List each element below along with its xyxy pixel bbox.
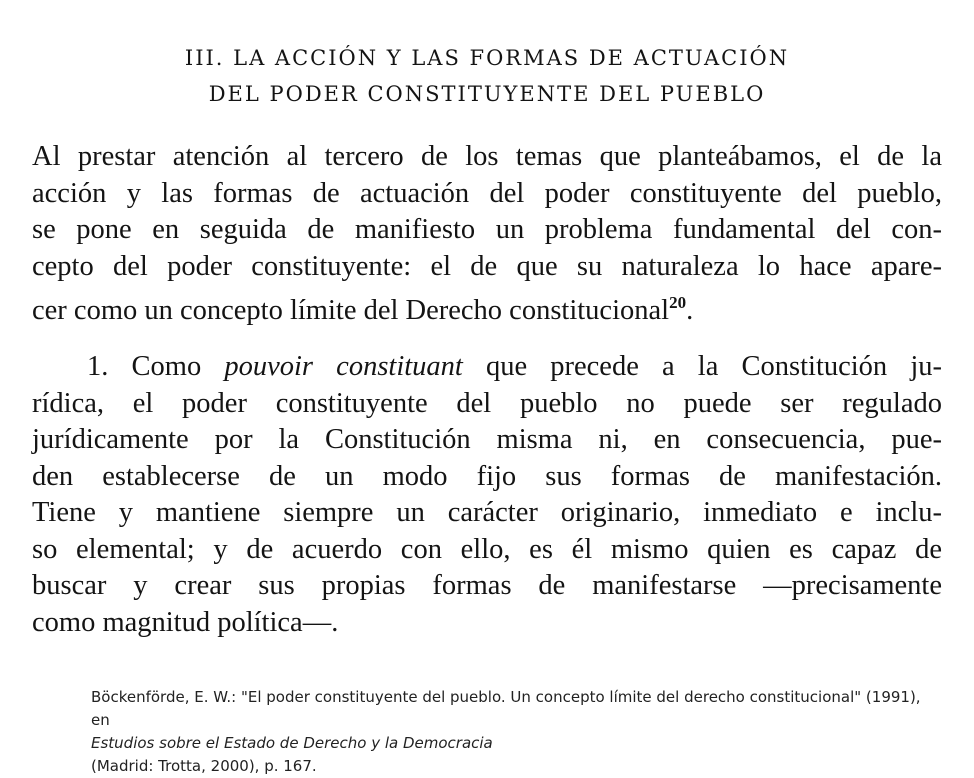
citation-line-2 xyxy=(91,709,971,778)
paragraph-1-line-text: cer como un concepto límite del Derecho constitucional xyxy=(32,295,670,326)
paragraph-2-line: den establecerse de un modo fijo sus formas de manifestación. xyxy=(32,460,942,492)
paragraph-2-line-text: que precede a la Constitución ju- xyxy=(462,351,942,382)
paragraph-2-line: Tiene y mantiene siempre un carácter originario, inmediato e inclu- xyxy=(32,497,942,528)
paragraph-2-first-line xyxy=(32,349,942,386)
citation-line-1: Böckenförde, E. W.: "El poder constituyente del pueblo. Un concepto límite del derecho constitucional" (1991), xyxy=(91,688,921,706)
paragraph-2-line: buscar y crear sus propias formas de manifestarse —precisamente xyxy=(32,570,942,601)
paragraph-1-line: Al prestar atención al tercero de los temas que planteábamos, el de la xyxy=(32,141,942,172)
paragraph-1-line: cepto del poder constituyente: el de que su naturaleza lo hace apare- xyxy=(32,250,942,282)
paragraph-1 xyxy=(32,139,942,330)
citation-prefix: en xyxy=(91,711,110,729)
citation-suffix: (Madrid: Trotta, 2000), p. 167. xyxy=(91,757,317,775)
paragraph-2-line: so elemental; y de acuerdo con ello, es él mismo quien es capaz de xyxy=(32,533,942,565)
footnote-reference: 20 xyxy=(669,293,687,312)
paragraph-1-end-punctuation: . xyxy=(686,295,694,326)
section-heading-line-2: DEL PODER CONSTITUYENTE DEL PUEBLO xyxy=(208,82,766,106)
paragraph-1-line: se pone en seguida de manifiesto un problema fundamental del con- xyxy=(32,214,942,245)
citation-book-title: Estudios sobre el Estado de Derecho y la Democracia xyxy=(91,734,493,752)
paragraph-2-italic-term: pouvoir constituant xyxy=(224,351,463,382)
section-heading xyxy=(0,40,974,112)
citation xyxy=(91,686,971,778)
paragraph-1-last-line xyxy=(32,285,942,330)
paragraph-1-line: acción y las formas de actuación del poder constituyente del pueblo, xyxy=(32,177,942,209)
section-heading-line-1: III. LA ACCIÓN Y LAS FORMAS DE ACTUACIÓN xyxy=(184,46,790,70)
paragraph-2-line: rídica, el poder constituyente del pueblo no puede ser regulado xyxy=(32,387,942,419)
paragraph-2-number: 1. Como xyxy=(87,351,225,382)
paragraph-2 xyxy=(32,349,942,641)
paragraph-2-line: jurídicamente por la Constitución misma ni, en consecuencia, pue- xyxy=(32,424,942,455)
paragraph-2-last-line: como magnitud política—. xyxy=(32,606,339,638)
